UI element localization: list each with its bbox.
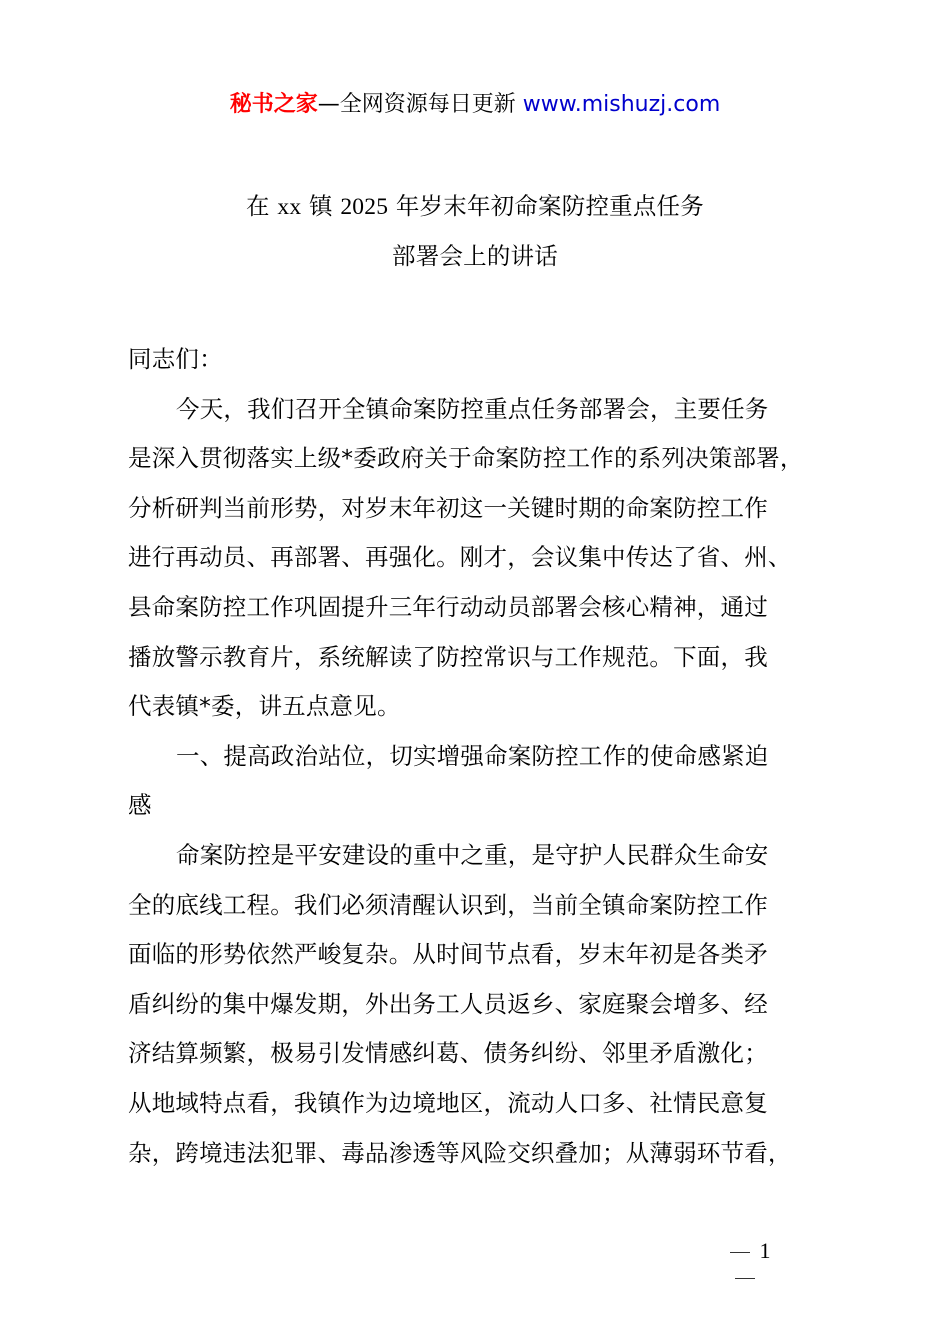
site-url-link[interactable]: www.mishuzj.com (522, 92, 721, 117)
title-line-1 (0, 182, 950, 232)
paragraph-intro (128, 385, 838, 732)
title-town-word: 镇 (301, 192, 341, 220)
page-number-value: 1 (759, 1238, 771, 1263)
page-dash-left (730, 1252, 750, 1253)
paragraph-line: 县命案防控工作巩固提升三年行动动员部署会核心精神，通过 (128, 592, 768, 621)
document-body (128, 335, 838, 1178)
title-suffix: 年岁末年初命案防控重点任务 (388, 192, 704, 220)
page-dash-right (735, 1278, 755, 1279)
paragraph-section-1 (128, 831, 838, 1178)
paragraph-line: 杂，跨境违法犯罪、毒品渗透等风险交织叠加；从薄弱环节看， (128, 1138, 792, 1167)
brand-name: 秘书之家 (229, 92, 318, 117)
title-prefix: 在 (246, 192, 278, 220)
paragraph-line: 盾纠纷的集中爆发期，外出务工人员返乡、家庭聚会增多、经 (128, 989, 768, 1018)
salutation: 同志们： (128, 345, 223, 373)
paragraph-line: 从地域特点看，我镇作为边境地区，流动人口多、社情民意复 (128, 1088, 768, 1117)
paragraph-line: 进行再动员、再部署、再强化。刚才，会议集中传达了省、州、 (128, 543, 792, 572)
title-town-placeholder: xx (277, 194, 302, 220)
banner-tagline: —全网资源每日更新 (317, 92, 523, 117)
paragraph-line: 面临的形势依然严峻复杂。从时间节点看，岁末年初是各类矛 (128, 940, 768, 969)
site-banner (0, 88, 950, 122)
title-line-2: 部署会上的讲话 (392, 241, 558, 270)
page-number (700, 1238, 790, 1290)
title-year: 2025 (340, 194, 389, 220)
paragraph-line: 命案防控是平安建设的重中之重，是守护人民群众生命安 (176, 840, 769, 869)
section-heading-1 (128, 732, 838, 831)
paragraph-line: 是深入贯彻落实上级*委政府关于命案防控工作的系列决策部署， (128, 444, 804, 473)
document-title (0, 182, 950, 281)
heading-line: 感 (128, 791, 152, 820)
paragraph-line: 济结算频繁，极易引发情感纠葛、债务纠纷、邻里矛盾激化； (128, 1039, 768, 1068)
paragraph-line: 今天，我们召开全镇命案防控重点任务部署会，主要任务 (176, 394, 769, 423)
paragraph-line: 播放警示教育片，系统解读了防控常识与工作规范。下面，我 (128, 642, 768, 671)
heading-line: 一、提高政治站位，切实增强命案防控工作的使命感紧迫 (176, 741, 769, 770)
paragraph-line: 代表镇*委，讲五点意见。 (128, 692, 401, 721)
paragraph-line: 分析研判当前形势，对岁末年初这一关键时期的命案防控工作 (128, 493, 768, 522)
paragraph-line: 全的底线工程。我们必须清醒认识到，当前全镇命案防控工作 (128, 890, 768, 919)
